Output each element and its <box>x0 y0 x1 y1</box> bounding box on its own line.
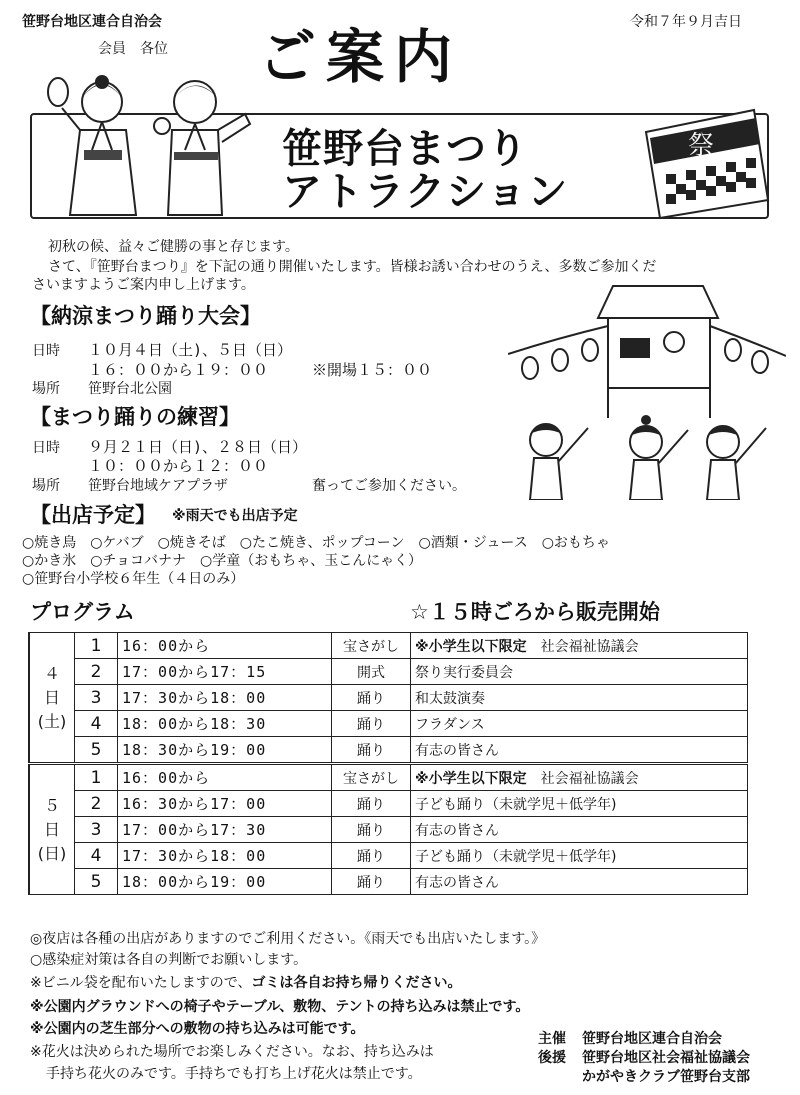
note-infection: ○感染症対策は各自の判断でお願いします。 <box>30 952 308 968</box>
intro-line-2: さて、『笹野台まつり』を下記の通り開催いたします。皆様お誘い合わせのうえ、多数ご参加くだ <box>48 259 657 275</box>
page-title: ご案内 <box>258 23 463 91</box>
organizer-name: 笹野台地区連合自治会 <box>22 14 162 30</box>
table-row: 3 17：00から17：30 踊り 有志の皆さん <box>29 817 748 843</box>
festival-date-label: 日時 <box>32 343 60 359</box>
intro-greeting: 初秋の候、益々ご健勝の事と存じます。 <box>48 239 299 255</box>
table-row: ４ 日 (土) 1 16：00から 宝さがし ※小学生以下限定 社会福祉協議会 <box>29 633 748 659</box>
festival-heading: 【納涼まつり踊り大会】 <box>30 304 261 328</box>
practice-date-label: 日時 <box>32 440 60 456</box>
practice-place: 笹野台地域ケアプラザ <box>88 478 228 494</box>
day2-label: ５ 日 (日) <box>29 764 75 895</box>
host-label: 主催 <box>538 1031 566 1047</box>
stalls-rain-note: ※雨天でも出店予定 <box>172 508 298 524</box>
festival-open-note: ※開場１５：００ <box>312 361 433 379</box>
boy-figure <box>154 81 250 215</box>
dance-stage-illustration <box>508 278 786 500</box>
dancer-1 <box>530 424 588 500</box>
note-ground-ban: ※公園内グラウンドへの椅子やテーブル、敷物、テントの持ち込みは禁止です。 <box>30 999 530 1015</box>
dancer-2 <box>630 415 688 500</box>
table-row: 2 17：00から17：15 開式 祭り実行委員会 <box>29 659 748 685</box>
note-garbage: ※ビニル袋を配布いたしますので、ゴミは各自お持ち帰りください。 <box>30 975 462 991</box>
addressee: 会員 各位 <box>98 41 168 57</box>
note-fireworks-1: ※花火は決められた場所でお楽しみください。なお、持ち込みは <box>30 1044 434 1060</box>
practice-time: １０：００から１２：００ <box>88 457 269 475</box>
issue-date: 令和７年９月吉日 <box>630 14 742 30</box>
stalls-list-3: ○笹野台小学校６年生（４日のみ） <box>22 571 245 587</box>
stalls-list-2: ○かき氷 ○チョコバナナ ○学童（おもちゃ、玉こんにゃく） <box>22 553 422 569</box>
festival-date: １０月４日（土)、５日（日） <box>88 341 293 359</box>
host-name: 笹野台地区連合自治会 <box>582 1031 722 1047</box>
support-name-1: 笹野台地区社会福祉協議会 <box>582 1050 750 1066</box>
practice-place-label: 場所 <box>32 478 60 494</box>
girl-figure <box>48 75 136 215</box>
practice-invite: 奮ってご参加ください。 <box>312 478 466 494</box>
festival-place: 笹野台北公園 <box>88 381 172 397</box>
note-lawn-ok: ※公園内の芝生部分への敷物の持ち込みは可能です。 <box>30 1021 365 1037</box>
program-table <box>28 632 748 895</box>
subtitle-attraction: アトラクション <box>282 169 569 215</box>
yukata-couple-illustration <box>40 70 255 220</box>
table-row: 3 17：30から18：00 踊り 和太鼓演奏 <box>29 685 748 711</box>
dancer-3 <box>707 426 766 500</box>
support-name-2: かがやきクラブ笹野台支部 <box>582 1069 750 1085</box>
table-row: 4 18：00から18：30 踊り フラダンス <box>29 711 748 737</box>
festival-place-label: 場所 <box>32 381 60 397</box>
festival-time: １６：００から１９：００ <box>88 361 269 379</box>
note-night-stalls: ◎夜店は各種の出店がありますのでご利用ください。《雨天でも出店いたします。》 <box>30 931 546 947</box>
note-fireworks-2: 手持ち花火のみです。手持ちでも打ち上げ花火は禁止です。 <box>46 1066 422 1082</box>
subtitle-festival: 笹野台まつり <box>282 126 528 172</box>
practice-date: ９月２１日（日)、２８日（日） <box>88 438 308 456</box>
festival-lantern-illustration <box>636 92 776 242</box>
lantern-char: 祭 <box>688 131 715 161</box>
table-row: ５ 日 (日) 1 16：00から 宝さがし ※小学生以下限定 社会福祉協議会 <box>29 764 748 791</box>
table-row: 5 18：30から19：00 踊り 有志の皆さん <box>29 737 748 764</box>
intro-line-3: さいますようご案内申し上げます。 <box>32 277 255 293</box>
stalls-heading: 【出店予定】 <box>30 503 156 527</box>
support-label: 後援 <box>538 1050 566 1066</box>
stalls-list-1: ○焼き鳥 ○ケバブ ○焼きそば ○たこ焼き、ポップコーン ○酒類・ジュース ○おもちゃ <box>22 535 610 551</box>
table-row: 4 17：30から18：00 踊り 子ども踊り（未就学児＋低学年) <box>29 843 748 869</box>
sale-start-note: ☆１５時ごろから販売開始 <box>410 600 660 624</box>
practice-heading: 【まつり踊りの練習】 <box>30 405 240 429</box>
program-heading: プログラム <box>30 600 135 624</box>
day1-label: ４ 日 (土) <box>29 633 75 764</box>
table-row: 2 16：30から17：00 踊り 子ども踊り（未就学児＋低学年) <box>29 791 748 817</box>
table-row: 5 18：00から19：00 踊り 有志の皆さん <box>29 869 748 895</box>
